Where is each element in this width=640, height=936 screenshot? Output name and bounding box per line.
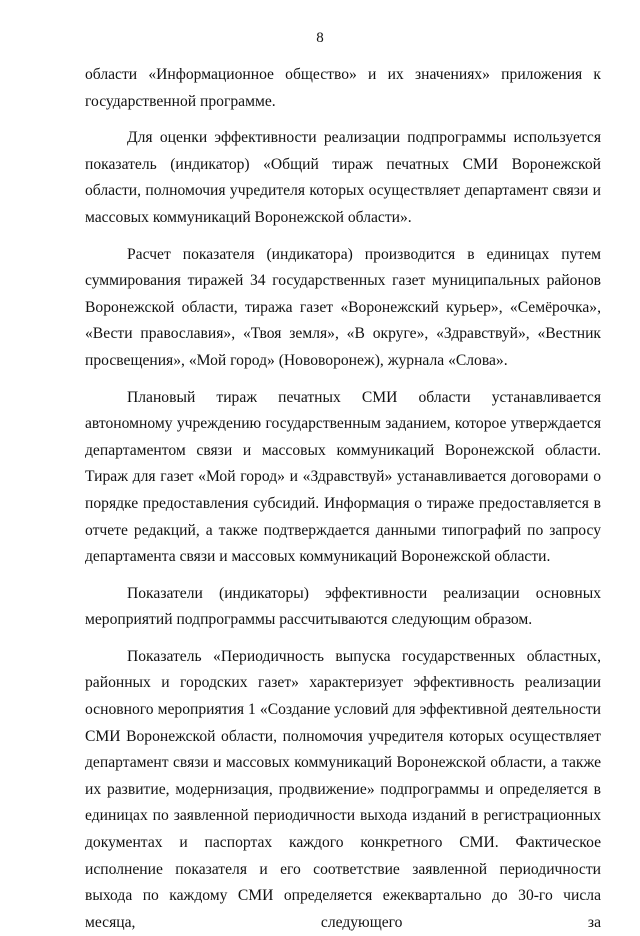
document-body bbox=[85, 62, 601, 936]
paragraph-continued: области «Информационное общество» и их значениях» приложения к государственной программе. bbox=[85, 66, 601, 110]
page-number: 8 bbox=[316, 30, 324, 46]
paragraph-planned-circulation: Плановый тираж печатных СМИ области устанавливается автономному учреждению государственным заданием, которое утверждается департаментом связи и массовых коммуникаций Воронежской области. Тираж для газет «Мой город» и «Здравствуй» устанавливается договорами о порядке предоставления субсидий. Информация о тираже предоставляется в отчете редакций, а также подтверждается данными типографий по запросу департамента связи и массовых коммуникаций Воронежской области. bbox=[85, 388, 601, 566]
paragraph-calculation: Расчет показателя (индикатора) производится в единицах путем суммирования тиражей 34 государственных газет муниципальных районов Воронежской области, тиража газет «Воронежский курьер», «Семёрочка», «Вести православия», «Твоя земля», «В округе», «Здравствуй», «Вестник просвещения», «Мой город» (Нововоронеж), журнала «Слова». bbox=[85, 245, 601, 369]
paragraph-periodicity: Показатель «Периодичность выпуска государственных областных, районных и городских газет» характеризует эффективность реализации основного мероприятия 1 «Создание условий для эффективной деятельности СМИ Воронежской области, полномочия учредителя которых осуществляет департамент связи и массовых коммуникаций Воронежской области, а также их развитие, модернизация, продвижение» подпрограммы и определяется в единицах по заявленной периодичности выхода изданий в регистрационных документах и паспортах каждого конкретного СМИ. Фактическое исполнение показателя и его соответствие заявленной периодичности выхода по каждому СМИ определяется ежеквартально до 30-го числа месяца, следующего за bbox=[85, 647, 601, 931]
paragraph-indicator-intro: Для оценки эффективности реализации подпрограммы используется показатель (индикатор) «Общий тираж печатных СМИ Воронежской области, полномочия учредителя которых осуществляет департамент связи и массовых коммуникаций Воронежской области». bbox=[85, 129, 601, 226]
paragraph-indicators-calculated: Показатели (индикаторы) эффективности реализации основных мероприятий подпрограммы рассчитываются следующим образом. bbox=[85, 584, 601, 629]
